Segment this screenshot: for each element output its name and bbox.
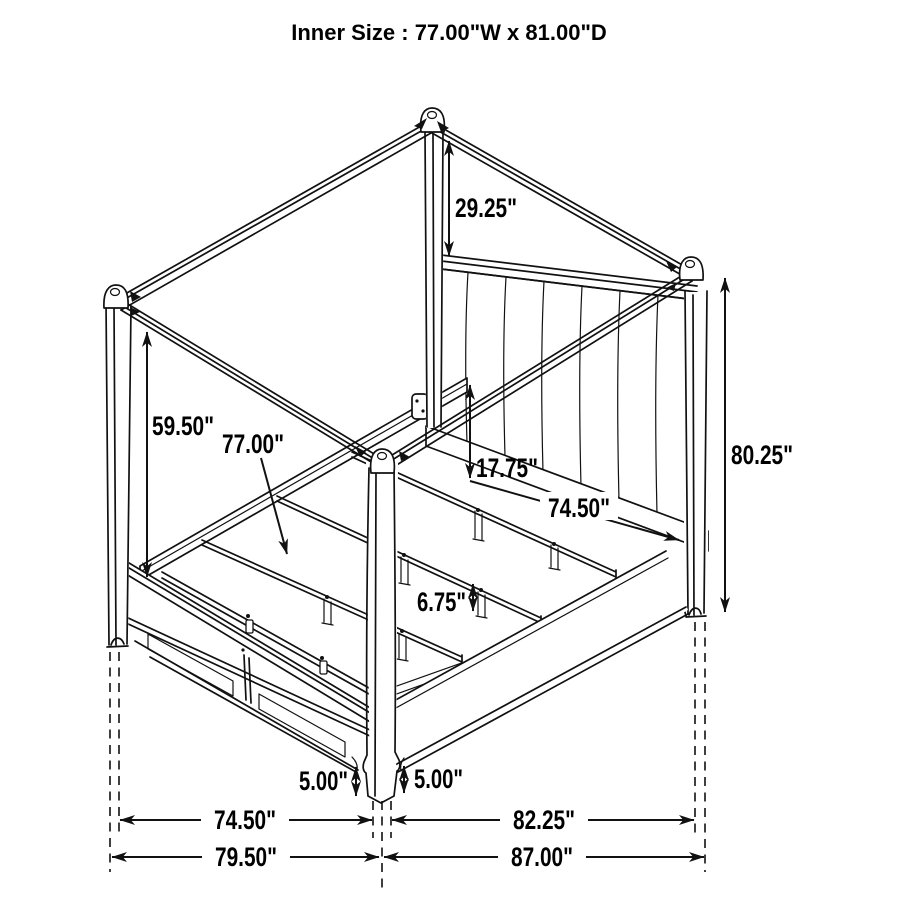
dimension-overall-width — [112, 842, 379, 872]
post-height-label: 80.25" — [731, 440, 793, 470]
upper-post-label: 59.50" — [152, 411, 214, 441]
far-side-rail — [140, 378, 467, 580]
dimension-footboard-width — [120, 805, 372, 835]
rail-height-label: 17.75" — [476, 453, 538, 483]
dimension-overall-depth — [384, 842, 704, 872]
leg-height-label: 6.75" — [417, 587, 466, 617]
canopy-corner-back — [414, 108, 449, 132]
slat-width-label: 77.00" — [222, 429, 284, 459]
inner-length-label: 74.50" — [548, 493, 610, 523]
page-title: Inner Size : 77.00"W x 81.00"D — [291, 20, 607, 45]
foot-clearance-right-label: 5.00" — [414, 764, 463, 794]
dimension-foot-clearance-left — [299, 766, 356, 796]
overall-width-label: 79.50" — [215, 842, 277, 872]
canopy-drop-label: 29.25" — [455, 193, 517, 223]
dimension-post-height — [725, 278, 793, 612]
bed-drawing — [104, 108, 708, 803]
back-post — [424, 130, 444, 428]
dimension-leg-height — [417, 584, 473, 617]
overall-depth-label: 87.00" — [511, 842, 573, 872]
dimension-foot-clearance-right — [404, 764, 463, 794]
rail-bracket — [412, 394, 428, 419]
dimension-canopy-drop — [449, 141, 517, 256]
siderail-span-label: 82.25" — [513, 805, 575, 835]
footboard-width-label: 74.50" — [214, 805, 276, 835]
right-post — [681, 291, 708, 618]
dimension-siderail-span — [392, 805, 694, 835]
near-side-rail — [372, 551, 688, 775]
left-post — [105, 302, 132, 648]
foot-clearance-left-label: 5.00" — [299, 766, 348, 796]
